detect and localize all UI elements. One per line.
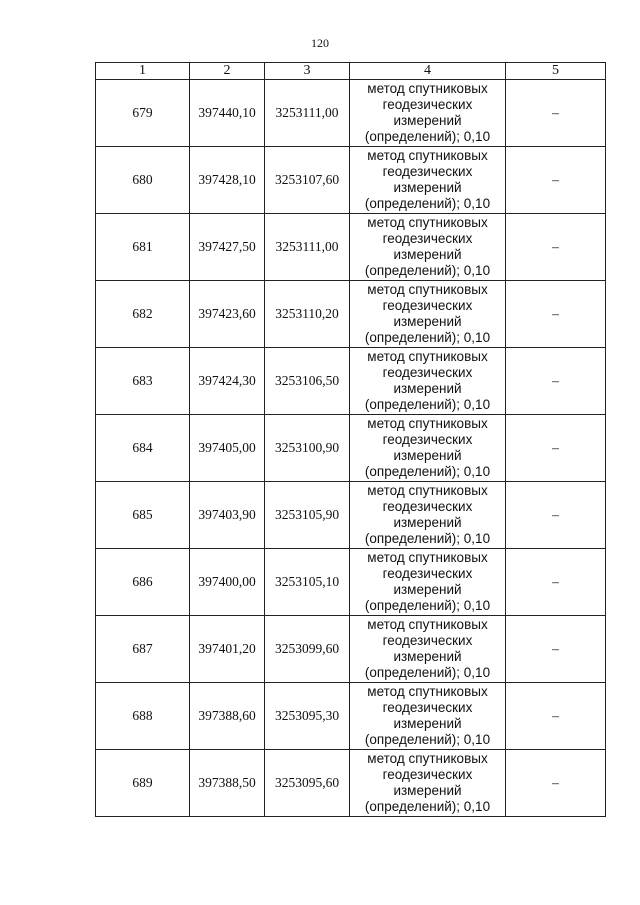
method-text-line: геодезических [382, 633, 473, 648]
y-coordinate-cell: 3253105,10 [265, 549, 350, 616]
method-cell [350, 147, 506, 214]
x-coordinate-cell: 397440,10 [190, 80, 265, 147]
note-cell: – [506, 415, 606, 482]
y-coordinate-cell: 3253111,00 [265, 214, 350, 281]
method-text-line: (определений); 0,10 [364, 196, 491, 211]
y-coordinate-cell: 3253110,20 [265, 281, 350, 348]
method-text-line: измерений [393, 247, 462, 262]
table-row [96, 482, 606, 549]
y-coordinate-cell: 3253107,60 [265, 147, 350, 214]
point-number-cell: 687 [96, 616, 190, 683]
method-text-line: измерений [393, 649, 462, 664]
x-coordinate-cell: 397388,50 [190, 750, 265, 817]
x-coordinate-cell: 397401,20 [190, 616, 265, 683]
x-coordinate-cell: 397423,60 [190, 281, 265, 348]
column-header: 2 [190, 63, 265, 80]
table-row [96, 415, 606, 482]
note-cell: – [506, 549, 606, 616]
method-cell [350, 750, 506, 817]
x-coordinate-cell: 397424,30 [190, 348, 265, 415]
method-text-line: (определений); 0,10 [364, 397, 491, 412]
y-coordinate-cell: 3253111,00 [265, 80, 350, 147]
x-coordinate-cell: 397400,00 [190, 549, 265, 616]
method-text-line: метод спутниковых [367, 483, 488, 498]
column-header: 5 [506, 63, 606, 80]
method-cell [350, 549, 506, 616]
y-coordinate-cell: 3253100,90 [265, 415, 350, 482]
y-coordinate-cell: 3253105,90 [265, 482, 350, 549]
method-text-line: геодезических [382, 97, 473, 112]
method-cell [350, 683, 506, 750]
note-cell: – [506, 683, 606, 750]
point-number-cell: 682 [96, 281, 190, 348]
table-row [96, 549, 606, 616]
y-coordinate-cell: 3253099,60 [265, 616, 350, 683]
note-cell: – [506, 214, 606, 281]
method-text-line: геодезических [382, 164, 473, 179]
table-row [96, 683, 606, 750]
point-number-cell: 684 [96, 415, 190, 482]
point-number-cell: 683 [96, 348, 190, 415]
method-text-line: метод спутниковых [367, 550, 488, 565]
note-cell: – [506, 281, 606, 348]
method-text-line: (определений); 0,10 [364, 464, 491, 479]
method-text-line: геодезических [382, 231, 473, 246]
method-cell [350, 348, 506, 415]
method-text-line: метод спутниковых [367, 751, 488, 766]
y-coordinate-cell: 3253106,50 [265, 348, 350, 415]
table-row [96, 80, 606, 147]
x-coordinate-cell: 397388,60 [190, 683, 265, 750]
method-text-line: метод спутниковых [367, 81, 488, 96]
method-cell [350, 616, 506, 683]
table-row [96, 616, 606, 683]
method-text-line: (определений); 0,10 [364, 665, 491, 680]
method-text-line: метод спутниковых [367, 617, 488, 632]
method-text-line: геодезических [382, 298, 473, 313]
point-number-cell: 680 [96, 147, 190, 214]
method-text-line: (определений); 0,10 [364, 330, 491, 345]
method-text-line: измерений [393, 113, 462, 128]
table-row [96, 348, 606, 415]
page-number: 120 [311, 36, 329, 50]
point-number-cell: 679 [96, 80, 190, 147]
table-row [96, 281, 606, 348]
table-row [96, 750, 606, 817]
method-text-line: измерений [393, 448, 462, 463]
column-header: 1 [96, 63, 190, 80]
method-text-line: (определений); 0,10 [364, 263, 491, 278]
method-text-line: (определений); 0,10 [364, 531, 491, 546]
method-text-line: измерений [393, 381, 462, 396]
method-text-line: (определений); 0,10 [364, 598, 491, 613]
method-text-line: геодезических [382, 499, 473, 514]
method-text-line: измерений [393, 582, 462, 597]
method-cell [350, 281, 506, 348]
column-header: 4 [350, 63, 506, 80]
method-cell [350, 214, 506, 281]
point-number-cell: 688 [96, 683, 190, 750]
method-text-line: (определений); 0,10 [364, 799, 491, 814]
table-row [96, 147, 606, 214]
column-header: 3 [265, 63, 350, 80]
method-text-line: (определений); 0,10 [364, 129, 491, 144]
x-coordinate-cell: 397403,90 [190, 482, 265, 549]
method-text-line: измерений [393, 314, 462, 329]
method-text-line: измерений [393, 716, 462, 731]
x-coordinate-cell: 397428,10 [190, 147, 265, 214]
note-cell: – [506, 348, 606, 415]
point-number-cell: 685 [96, 482, 190, 549]
point-number-cell: 681 [96, 214, 190, 281]
method-cell [350, 482, 506, 549]
method-text-line: геодезических [382, 566, 473, 581]
note-cell: – [506, 147, 606, 214]
method-text-line: метод спутниковых [367, 416, 488, 431]
method-text-line: измерений [393, 180, 462, 195]
method-text-line: метод спутниковых [367, 148, 488, 163]
note-cell: – [506, 616, 606, 683]
method-text-line: измерений [393, 515, 462, 530]
note-cell: – [506, 482, 606, 549]
method-text-line: метод спутниковых [367, 282, 488, 297]
method-cell [350, 80, 506, 147]
method-text-line: (определений); 0,10 [364, 732, 491, 747]
method-text-line: метод спутниковых [367, 215, 488, 230]
table-body [96, 80, 606, 817]
x-coordinate-cell: 397405,00 [190, 415, 265, 482]
method-text-line: геодезических [382, 365, 473, 380]
method-text-line: метод спутниковых [367, 684, 488, 699]
header-row [96, 63, 606, 80]
table-row [96, 214, 606, 281]
note-cell: – [506, 750, 606, 817]
point-number-cell: 686 [96, 549, 190, 616]
y-coordinate-cell: 3253095,30 [265, 683, 350, 750]
x-coordinate-cell: 397427,50 [190, 214, 265, 281]
method-text-line: измерений [393, 783, 462, 798]
point-number-cell: 689 [96, 750, 190, 817]
method-text-line: геодезических [382, 432, 473, 447]
y-coordinate-cell: 3253095,60 [265, 750, 350, 817]
method-text-line: геодезических [382, 767, 473, 782]
coordinates-table [95, 62, 606, 817]
method-cell [350, 415, 506, 482]
note-cell: – [506, 80, 606, 147]
method-text-line: геодезических [382, 700, 473, 715]
method-text-line: метод спутниковых [367, 349, 488, 364]
